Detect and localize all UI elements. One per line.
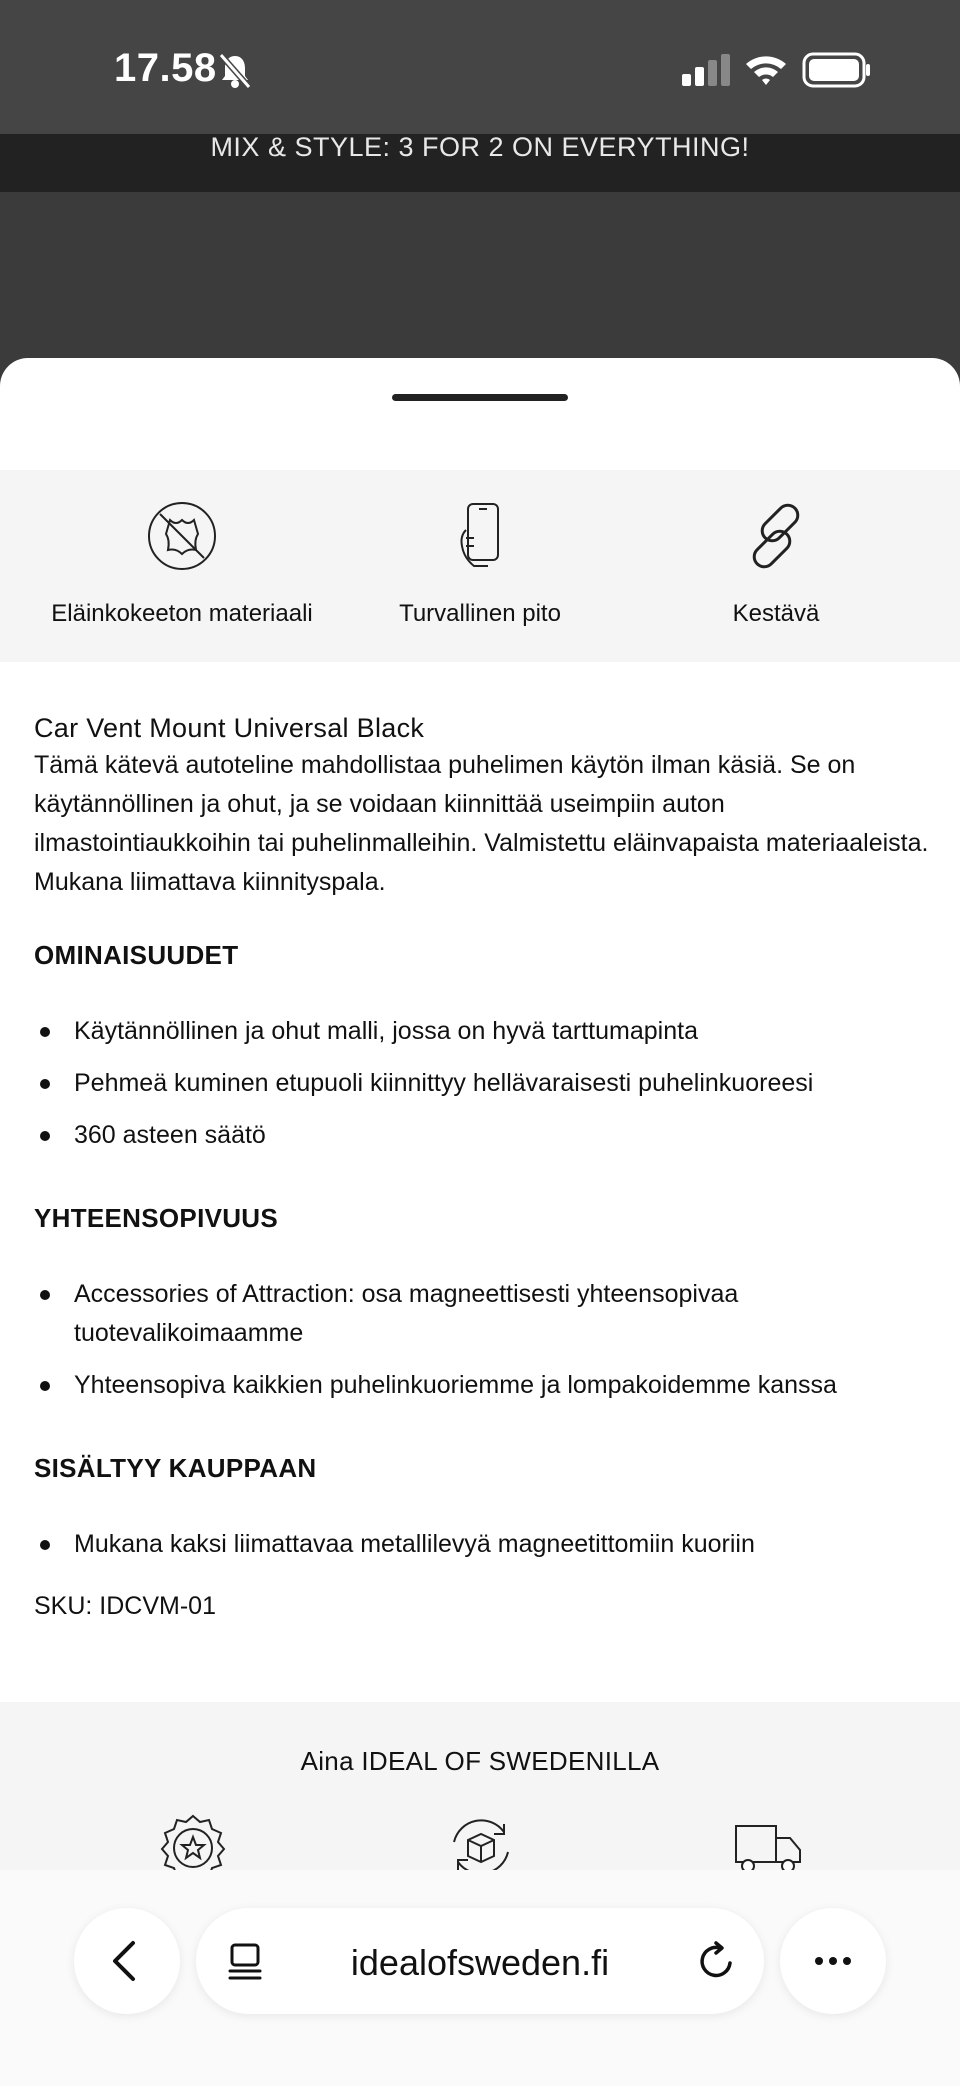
section-heading-features: OMINAISUUDET: [34, 940, 239, 970]
more-dots-icon: [807, 1935, 859, 1987]
reload-icon[interactable]: [694, 1939, 738, 1983]
product-sku: SKU: IDCVM-01: [34, 1592, 216, 1620]
url-text: idealofsweden.fi: [350, 1942, 610, 1983]
page-backdrop: [0, 192, 960, 372]
feature-animal-free: [22, 470, 342, 662]
feature-label: Kestävä: [732, 600, 820, 627]
product-description-text: Tämä kätevä autoteline mahdollistaa puhelimen käytön ilman käsiä. Se on käytännöllinen ja ohut, ja se voidaan kiinnittää useimpiin auton ilmastointiaukkoihin tai puhelinmalleihin. Valmistettu eläinvapaista materiaaleista. Mukana liimattava kiinnityspala.: [34, 751, 929, 896]
list-item: Yhteensopiva kaikkien puhelinkuoriemme ja lompakoidemme kanssa: [34, 1366, 934, 1405]
product-description: [34, 710, 934, 1620]
always-title: Aina IDEAL OF SWEDENILLA: [300, 1746, 660, 1776]
list-item: Accessories of Attraction: osa magneettisesti yhteensopivaa tuotevalikoimaamme: [34, 1275, 934, 1353]
battery-icon: [802, 52, 872, 88]
section-heading-included: SISÄLTYY KAUPPAAN: [34, 1453, 317, 1483]
sheet-grabber[interactable]: [392, 394, 568, 401]
included-list: [34, 1525, 934, 1577]
section-heading-compatibility: YHTEENSOPIVUUS: [34, 1203, 279, 1233]
feature-strip: [0, 470, 960, 662]
list-item: 360 asteen säätö: [34, 1116, 934, 1155]
bell-muted-icon: [218, 52, 252, 90]
status-time: 17.58: [114, 46, 217, 90]
list-item: Pehmeä kuminen etupuoli kiinnittyy hellävaraisesti puhelinkuoreesi: [34, 1064, 934, 1103]
back-button[interactable]: [74, 1908, 180, 2014]
no-leather-icon: [146, 500, 218, 572]
product-title: Car Vent Mount Universal Black: [34, 713, 425, 743]
feature-label: Turvallinen pito: [399, 600, 561, 627]
chevron-left-icon: [101, 1935, 153, 1987]
promo-text: MIX & STYLE: 3 FOR 2 ON EVERYTHING!: [210, 132, 750, 162]
list-item: Mukana kaksi liimattavaa metallilevyä magneetittomiin kuoriin: [34, 1525, 934, 1564]
feature-durable: [616, 470, 936, 662]
product-details-sheet: [0, 358, 960, 2086]
features-list: [34, 1012, 934, 1168]
browser-toolbar: [0, 1870, 960, 2086]
compatibility-list: [34, 1275, 934, 1418]
list-item: Käytännöllinen ja ohut malli, jossa on hyvä tarttumapinta: [34, 1012, 934, 1051]
address-bar[interactable]: [196, 1908, 764, 2014]
signal-icon: [680, 54, 730, 86]
wifi-icon: [744, 52, 788, 88]
promo-banner[interactable]: [0, 134, 960, 192]
more-button[interactable]: [780, 1908, 886, 2014]
phone-hand-icon: [444, 500, 516, 572]
chain-link-icon: [740, 500, 812, 572]
status-bar: [0, 0, 960, 134]
feature-label: Eläinkokeeton materiaali: [51, 600, 313, 627]
feature-secure-grip: [320, 470, 640, 662]
